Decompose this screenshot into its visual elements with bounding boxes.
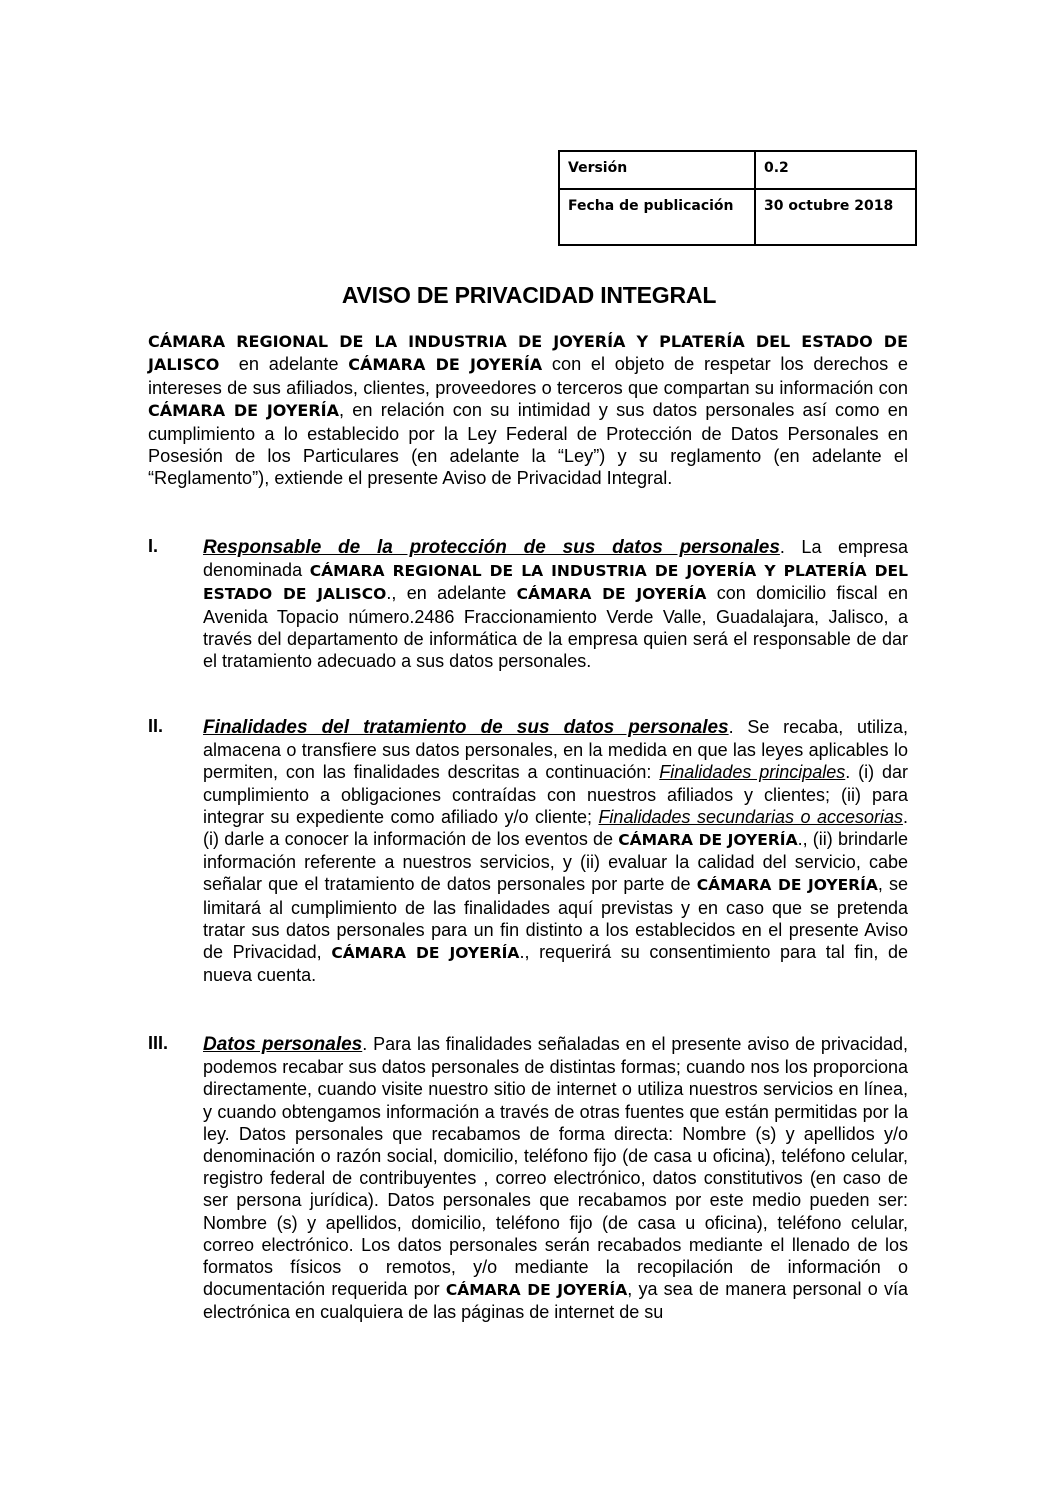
org-short-name: CÁMARA DE JOYERÍA [618,831,798,850]
section-text: . Se recaba, utiliza, almacena o transfiere sus datos personales, en la medida en que las leyes aplicables lo permiten, con las finalidades descritas a continuación: [203,717,908,783]
org-short-name: CÁMARA DE JOYERÍA [445,1281,628,1300]
document-metadata-table [558,150,917,246]
section-body [203,1033,908,1324]
section-text: . La empresa denominada [203,537,909,581]
publication-date-value: 30 octubre 2018 [755,189,916,245]
section-number: II. [148,716,164,736]
section-heading: Responsable de la protección de sus datos personales [203,537,780,558]
section-body [203,536,908,672]
org-short-name: CÁMARA DE JOYERÍA [696,876,878,895]
intro-text: con el objeto de respetar los derechos e intereses de sus afiliados, clientes, proveedores o terceros que compartan su información con [148,354,909,398]
version-label: Versión [559,151,755,189]
version-value: 0.2 [755,151,916,189]
section-text: , se limitará al cumplimiento de las finalidades aquí previstas y en caso que se pretenda tratar sus datos personales para un fin distinto a los establecidos en el presente Aviso de Privacidad, [203,874,909,963]
org-full-name: CÁMARA REGIONAL DE LA INDUSTRIA DE JOYERÍA Y PLATERÍA DEL ESTADO DE JALISCO [148,332,908,375]
section-text: . Para las finalidades señaladas en el presente aviso de privacidad, podemos recabar sus datos personales de distintas formas; cuando nos los proporciona directamente, cuando visite nuestro sitio de internet o utiliza nuestros servicios en línea, y cuando obtengamos información a través de otras fuentes que están permitidas por la ley. Datos personales que recabamos de forma directa: Nombre (s) y apellidos y/o denominación o razón social, domicilio, teléfono fijo (de casa u oficina), teléfono celular, registro federal de contribuyentes , correo electrónico, datos constitutivos (en caso de ser persona jurídica). Datos personales que recabamos por este medio pueden ser: Nombre (s) y apellidos, domicilio, teléfono fijo (de casa u oficina), teléfono celular, correo electrónico. Los datos personales serán recabados mediante el llenado de los formatos físicos o remotos, y/o mediante la recopilación de información o documentación requerida por [203,1034,908,1300]
org-full-name: CÁMARA REGIONAL DE LA INDUSTRIA DE JOYERÍA Y PLATERÍA DEL ESTADO DE JALISCO [203,562,908,604]
section-text: ., (ii) brindarle información referente a nuestros servicios, y (ii) evaluar la calidad del servicio, cabe señalar que el tratamiento de datos personales por parte de [203,829,909,895]
section-text: . (i) dar cumplimiento a obligaciones contraídas con nuestros afiliados y clientes; (ii) para integrar su expediente como afiliado y/o cliente; [203,762,908,827]
section-number: III. [148,1033,169,1053]
org-short-name: CÁMARA DE JOYERÍA [348,355,543,375]
section-heading: Datos personales [203,1034,363,1055]
section-text: , ya sea de manera personal o vía electrónica en cualquiera de las páginas de internet de su [203,1279,908,1323]
section-text: con domicilio fiscal en Avenida Topacio número.2486 Fraccionamiento Verde Valle, Guadalajara, Jalisco, a través del departamento de informática de la empresa quien será el responsable de dar el tratamiento adecuado a sus datos personales. [203,583,908,672]
publication-date-label: Fecha de publicación [559,189,755,245]
section-responsable [148,536,908,672]
section-datos-personales [148,1033,908,1324]
org-short-name: CÁMARA DE JOYERÍA [331,944,520,963]
publication-date-row [559,189,916,245]
section-number: I. [148,536,159,556]
intro-text: , en relación con su intimidad y sus datos personales así como en cumplimiento a lo establecido por la Ley Federal de Protección de Datos Personales en Posesión de los Particulares (en adelante la “Ley”) y su reglamento (en adelante el “Reglamento”), extiende el presente Aviso de Privacidad Integral. [148,400,908,489]
org-short-name: CÁMARA DE JOYERÍA [516,585,707,604]
section-text: . (i) darle a conocer la información de los eventos de [203,806,908,850]
section-text: ., en adelante [386,583,517,604]
section-heading: Finalidades del tratamiento de sus datos personales [203,717,729,738]
subheading-finalidades-principales: Finalidades principales [659,762,846,783]
intro-paragraph [148,330,908,490]
section-finalidades [148,716,908,986]
document-title: AVISO DE PRIVACIDAD INTEGRAL [341,282,717,308]
subheading-finalidades-secundarias: Finalidades secundarias o accesorias [598,806,903,827]
intro-text: en adelante [219,354,349,375]
section-body [203,716,908,986]
version-row [559,151,916,189]
org-short-name: CÁMARA DE JOYERÍA [148,401,340,421]
section-text: ., requerirá su consentimiento para tal fin, de nueva cuenta. [203,942,908,986]
